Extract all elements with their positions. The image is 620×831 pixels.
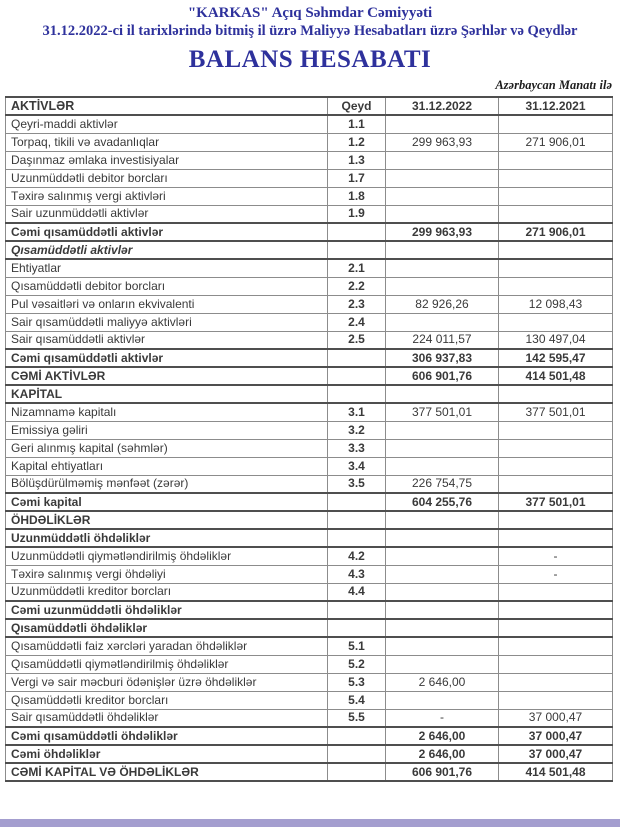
row-label: Pul vəsaitləri və onların ekvivalenti — [6, 295, 328, 313]
report-subtitle: 31.12.2022-ci il tarixlərində bitmiş il üzrə Maliyyə Hesabatları üzrə Şərhlər və Qeydlər — [42, 23, 578, 39]
row-value-2022 — [386, 205, 499, 223]
row-value-2021: 12 098,43 — [499, 295, 613, 313]
row-value-2022 — [386, 637, 499, 655]
column-header-2022: 31.12.2022 — [386, 97, 499, 115]
row-value-2022: 377 501,01 — [386, 403, 499, 421]
row-value-2022 — [386, 187, 499, 205]
row-label: Kapital ehtiyatları — [6, 457, 328, 475]
row-value-2022: 2 646,00 — [386, 745, 499, 763]
row-qeyd: 5.2 — [328, 655, 386, 673]
table-row — [6, 565, 613, 583]
row-qeyd: 4.4 — [328, 583, 386, 601]
row-label: Qeyri-maddi aktivlər — [6, 115, 328, 133]
row-value-2021 — [499, 259, 613, 277]
row-value-2021: 414 501,48 — [499, 367, 613, 385]
row-value-2022: 226 754,75 — [386, 475, 499, 493]
row-value-2021 — [499, 151, 613, 169]
row-value-2021 — [499, 691, 613, 709]
row-qeyd: 2.1 — [328, 259, 386, 277]
row-value-2022 — [386, 241, 499, 259]
column-header-note: Qeyd — [328, 97, 386, 115]
table-row — [6, 673, 613, 691]
table-row — [6, 169, 613, 187]
row-value-2021 — [499, 529, 613, 547]
row-label: Uzunmüddətli öhdəliklər — [6, 529, 328, 547]
row-value-2022 — [386, 655, 499, 673]
row-qeyd — [328, 367, 386, 385]
table-row — [6, 277, 613, 295]
footer-accent-bar — [0, 819, 620, 827]
row-value-2022 — [386, 457, 499, 475]
table-row — [6, 511, 613, 529]
row-label: Cəmi kapital — [6, 493, 328, 511]
row-value-2022: 2 646,00 — [386, 673, 499, 691]
row-value-2022 — [386, 151, 499, 169]
row-label: Qısamüddətli qiymətləndirilmiş öhdəliklər — [6, 655, 328, 673]
row-label: Qısamüddətli aktivlər — [6, 241, 328, 259]
row-label: Cəmi uzunmüddətli öhdəliklər — [6, 601, 328, 619]
row-qeyd — [328, 223, 386, 241]
row-value-2022: 224 011,57 — [386, 331, 499, 349]
row-value-2021 — [499, 187, 613, 205]
row-value-2021 — [499, 385, 613, 403]
row-label: CƏMİ AKTİVLƏR — [6, 367, 328, 385]
row-qeyd: 3.4 — [328, 457, 386, 475]
row-value-2022 — [386, 259, 499, 277]
row-qeyd: 1.2 — [328, 133, 386, 151]
table-row — [6, 583, 613, 601]
table-row — [6, 349, 613, 367]
row-qeyd: 2.4 — [328, 313, 386, 331]
table-row — [6, 187, 613, 205]
row-value-2021: 271 906,01 — [499, 133, 613, 151]
row-label: Qısamüddətli öhdəliklər — [6, 619, 328, 637]
row-value-2021 — [499, 313, 613, 331]
row-value-2022: 606 901,76 — [386, 763, 499, 781]
row-label: Uzunmüddətli kreditor borcları — [6, 583, 328, 601]
row-qeyd: 2.2 — [328, 277, 386, 295]
row-label: Qısamüddətli debitor borcları — [6, 277, 328, 295]
table-row — [6, 421, 613, 439]
row-value-2022 — [386, 619, 499, 637]
currency-note: Azərbaycan Manatı ilə — [495, 78, 612, 92]
row-qeyd — [328, 385, 386, 403]
row-label: Geri alınmış kapital (səhmlər) — [6, 439, 328, 457]
row-qeyd: 1.7 — [328, 169, 386, 187]
row-value-2021 — [499, 511, 613, 529]
row-value-2022 — [386, 583, 499, 601]
row-value-2021 — [499, 637, 613, 655]
table-row — [6, 313, 613, 331]
row-qeyd — [328, 601, 386, 619]
row-label: Ehtiyatlar — [6, 259, 328, 277]
row-value-2021: 271 906,01 — [499, 223, 613, 241]
row-qeyd: 5.4 — [328, 691, 386, 709]
row-qeyd — [328, 241, 386, 259]
table-row — [6, 367, 613, 385]
row-value-2021 — [499, 277, 613, 295]
row-label: Torpaq, tikili və avadanlıqlar — [6, 133, 328, 151]
row-qeyd: 4.3 — [328, 565, 386, 583]
row-qeyd — [328, 349, 386, 367]
table-row — [6, 385, 613, 403]
row-value-2021 — [499, 439, 613, 457]
row-value-2021 — [499, 115, 613, 133]
row-qeyd — [328, 619, 386, 637]
row-label: Cəmi qısamüddətli aktivlər — [6, 223, 328, 241]
table-row — [6, 295, 613, 313]
table-row — [6, 133, 613, 151]
table-row — [6, 619, 613, 637]
row-qeyd — [328, 493, 386, 511]
row-value-2021 — [499, 241, 613, 259]
table-row — [6, 637, 613, 655]
row-value-2021: 377 501,01 — [499, 403, 613, 421]
table-row — [6, 115, 613, 133]
row-qeyd: 5.1 — [328, 637, 386, 655]
row-value-2021 — [499, 655, 613, 673]
row-value-2021: 37 000,47 — [499, 709, 613, 727]
row-qeyd: 2.3 — [328, 295, 386, 313]
row-value-2022 — [386, 601, 499, 619]
row-value-2022 — [386, 277, 499, 295]
row-value-2022: 606 901,76 — [386, 367, 499, 385]
row-label: Sair uzunmüddətli aktivlər — [6, 205, 328, 223]
row-label: Uzunmüddətli qiymətləndirilmiş öhdəliklər — [6, 547, 328, 565]
row-label: Sair qısamüddətli maliyyə aktivləri — [6, 313, 328, 331]
row-value-2021: - — [499, 565, 613, 583]
table-row — [6, 205, 613, 223]
row-value-2021 — [499, 457, 613, 475]
row-label: Nizamnamə kapitalı — [6, 403, 328, 421]
table-row — [6, 529, 613, 547]
table-row — [6, 151, 613, 169]
row-qeyd: 3.1 — [328, 403, 386, 421]
row-value-2022 — [386, 691, 499, 709]
row-qeyd: 5.5 — [328, 709, 386, 727]
table-row — [6, 331, 613, 349]
table-row — [6, 241, 613, 259]
row-value-2022: 299 963,93 — [386, 133, 499, 151]
row-qeyd: 3.5 — [328, 475, 386, 493]
row-value-2021: 414 501,48 — [499, 763, 613, 781]
table-row — [6, 403, 613, 421]
row-value-2021 — [499, 619, 613, 637]
row-value-2022: 2 646,00 — [386, 727, 499, 745]
row-value-2022 — [386, 529, 499, 547]
row-qeyd: 5.3 — [328, 673, 386, 691]
table-row — [6, 547, 613, 565]
table-row — [6, 745, 613, 763]
row-qeyd — [328, 727, 386, 745]
row-label: Təxirə salınmış vergi öhdəliyi — [6, 565, 328, 583]
row-value-2021 — [499, 673, 613, 691]
row-qeyd — [328, 511, 386, 529]
row-label: Qısamüddətli faiz xərcləri yaradan öhdəliklər — [6, 637, 328, 655]
balance-sheet-table — [5, 96, 613, 782]
row-label: Təxirə salınmış vergi aktivləri — [6, 187, 328, 205]
row-label: CƏMİ KAPİTAL VƏ ÖHDƏLİKLƏR — [6, 763, 328, 781]
row-value-2022 — [386, 313, 499, 331]
table-row — [6, 601, 613, 619]
row-value-2022: 306 937,83 — [386, 349, 499, 367]
row-label: Bölüşdürülməmiş mənfəət (zərər) — [6, 475, 328, 493]
row-label: Sair qısamüddətli aktivlər — [6, 331, 328, 349]
row-qeyd — [328, 529, 386, 547]
table-row — [6, 691, 613, 709]
row-qeyd: 4.2 — [328, 547, 386, 565]
row-value-2021 — [499, 601, 613, 619]
row-label: Sair qısamüddətli öhdəliklər — [6, 709, 328, 727]
row-label: Cəmi qısamüddətli öhdəliklər — [6, 727, 328, 745]
row-label: Daşınmaz əmlaka investisiyalar — [6, 151, 328, 169]
row-value-2021: 37 000,47 — [499, 745, 613, 763]
row-value-2022 — [386, 385, 499, 403]
row-qeyd: 1.9 — [328, 205, 386, 223]
row-qeyd — [328, 763, 386, 781]
row-qeyd: 3.2 — [328, 421, 386, 439]
table-row — [6, 439, 613, 457]
company-name: "KARKAS" Açıq Səhmdar Cəmiyyəti — [187, 5, 433, 21]
row-label: Uzunmüddətli debitor borcları — [6, 169, 328, 187]
row-qeyd: 3.3 — [328, 439, 386, 457]
table-row — [6, 457, 613, 475]
table-row — [6, 709, 613, 727]
row-value-2021 — [499, 421, 613, 439]
row-value-2022: 604 255,76 — [386, 493, 499, 511]
row-value-2022 — [386, 169, 499, 187]
column-header-2021: 31.12.2021 — [499, 97, 613, 115]
row-value-2021 — [499, 169, 613, 187]
page-title: BALANS HESABATI — [188, 46, 432, 73]
row-value-2022 — [386, 565, 499, 583]
row-label: KAPİTAL — [6, 385, 328, 403]
row-value-2022: 299 963,93 — [386, 223, 499, 241]
table-row — [6, 763, 613, 781]
row-value-2022: - — [386, 709, 499, 727]
table-row — [6, 727, 613, 745]
row-value-2021: - — [499, 547, 613, 565]
row-label: Cəmi qısamüddətli aktivlər — [6, 349, 328, 367]
row-value-2022 — [386, 511, 499, 529]
row-value-2021 — [499, 205, 613, 223]
row-label: ÖHDƏLİKLƏR — [6, 511, 328, 529]
table-row — [6, 655, 613, 673]
row-value-2021: 37 000,47 — [499, 727, 613, 745]
document-header — [0, 0, 620, 77]
row-value-2022 — [386, 115, 499, 133]
row-value-2021: 142 595,47 — [499, 349, 613, 367]
table-row — [6, 259, 613, 277]
table-header-row — [6, 97, 613, 115]
table-row — [6, 493, 613, 511]
row-qeyd: 2.5 — [328, 331, 386, 349]
row-value-2021 — [499, 583, 613, 601]
row-value-2022 — [386, 421, 499, 439]
row-value-2022 — [386, 547, 499, 565]
row-label: Cəmi öhdəliklər — [6, 745, 328, 763]
column-header-assets: AKTİVLƏR — [6, 97, 328, 115]
row-qeyd: 1.1 — [328, 115, 386, 133]
row-qeyd: 1.3 — [328, 151, 386, 169]
row-qeyd: 1.8 — [328, 187, 386, 205]
row-value-2021: 130 497,04 — [499, 331, 613, 349]
row-label: Emissiya gəliri — [6, 421, 328, 439]
row-label: Vergi və sair məcburi ödənişlər üzrə öhdəliklər — [6, 673, 328, 691]
row-value-2021 — [499, 475, 613, 493]
table-row — [6, 223, 613, 241]
row-value-2021: 377 501,01 — [499, 493, 613, 511]
row-qeyd — [328, 745, 386, 763]
table-row — [6, 475, 613, 493]
row-label: Qısamüddətli kreditor borcları — [6, 691, 328, 709]
row-value-2022 — [386, 439, 499, 457]
row-value-2022: 82 926,26 — [386, 295, 499, 313]
